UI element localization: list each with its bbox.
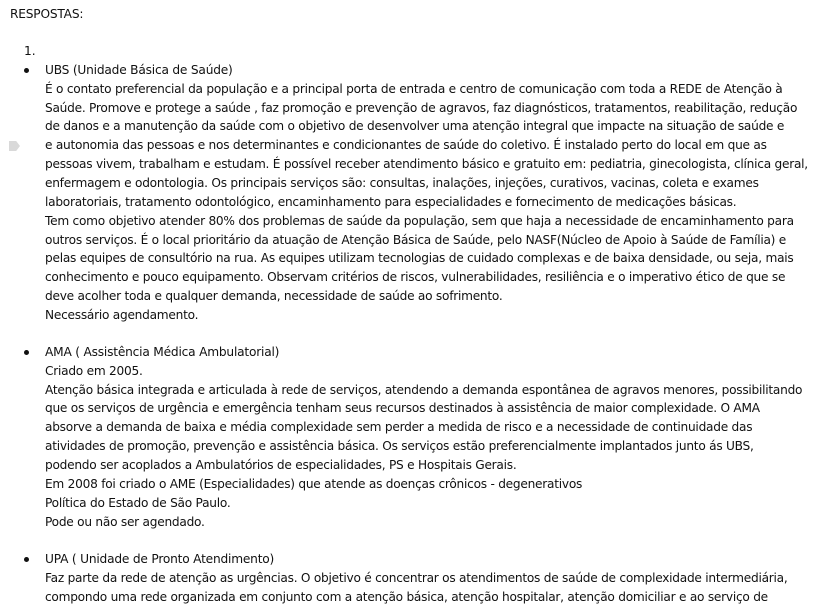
text-line: de danos e a manutenção da saúde com o objetivo de desenvolver uma atenção integral que impacte na situação de saúde e [45,119,785,134]
section-body [45,362,831,532]
text-line: Necessário agendamento. [45,307,199,322]
text-line: que os serviços de urgência e emergência tenham seus recursos destinados à assistência de maior complexidade. O AMA [45,401,760,416]
text-line: Criado em 2005. [45,363,143,378]
section-title: AMA ( Assistência Médica Ambulatorial) [45,345,280,359]
list-number: 1. [24,44,36,58]
text-line: Atenção básica integrada e articulada à rede de serviços, atendendo a demanda espontânea de agravos menores, possibilitando [45,382,803,397]
text-line: Pode ou não ser agendado. [45,514,205,529]
text-line: podendo ser acoplados a Ambulatórios de especialidades, PS e Hospitais Gerais. [45,458,517,473]
text-line: enfermagem e odontologia. Os principais serviços são: consultas, inalações, injeções, curativos, vacinas, coleta e exames [45,176,759,191]
text-line: Faz parte da rede de atenção as urgências. O objetivo é concentrar os atendimentos de saúde de complexidade intermediária, [45,570,788,585]
section-body [45,80,831,325]
section-title: UPA ( Unidade de Pronto Atendimento) [45,552,275,566]
text-line: pelas equipes de consultório na rua. As equipes utilizam tecnologias de cuidado complexas e de baixa densidade, ou seja, mais [45,251,794,266]
text-line: Saúde. Promove e protege a saúde , faz promoção e prevenção de agravos, faz diagnósticos, tratamentos, reabilitação, redução [45,100,798,115]
text-line: Em 2008 foi criado o AME (Especialidades) que atende as doenças crônicos - degenerativos [45,476,583,491]
text-line: e autonomia das pessoas e nos determinantes e condicionantes de saúde do coletivo. É instalado perto do local em que as [45,138,767,153]
text-line: Tem como objetivo atender 80% dos problemas de saúde da população, sem que haja a necessidade de encaminhamento para [45,213,794,228]
text-line: pessoas vivem, trabalham e estudam. É possível receber atendimento básico e gratuito em: pediatria, ginecologista, clínica geral, [45,157,808,172]
text-line: É o contato preferencial da população e a principal porta de entrada e centro de comunicação com toda a REDE de Atenção à [45,81,783,96]
section-title: UBS (Unidade Básica de Saúde) [45,63,233,77]
bullet-icon [24,557,29,562]
page-heading: RESPOSTAS: [10,7,84,21]
text-line: conhecimento e pouco equipamento. Observam critérios de riscos, vulnerabilidades, resiliência e o imperativo ético de que se [45,270,786,285]
text-line: deve acolher toda e qualquer demanda, necessidade de saúde ao sofrimento. [45,289,503,304]
text-line: compondo uma rede organizada em conjunto com a atenção básica, atenção hospitalar, atenção domiciliar e ao serviço de [45,589,768,604]
text-line: atividades de promoção, prevenção e assistência básica. Os serviços estão preferencialmente implantados junto ás UBS, [45,439,754,454]
bullet-icon [24,68,29,73]
text-line: outros serviços. É o local prioritário da atuação de Atenção Básica de Saúde, pelo NASF(Núcleo de Apoio à Saúde de Família) e [45,232,787,247]
text-line: Política do Estado de São Paulo. [45,495,231,510]
text-line: laboratoriais, tratamento odontológico, encaminhamento para especialidades e fornecimento de medicações básicas. [45,194,737,209]
text-line: absorve a demanda de baixa e média complexidade sem perder a medida de risco e a necessidade de continuidade das [45,420,753,435]
bullet-icon [24,350,29,355]
section-body [45,569,831,607]
paragraph-marker-icon [9,141,20,151]
